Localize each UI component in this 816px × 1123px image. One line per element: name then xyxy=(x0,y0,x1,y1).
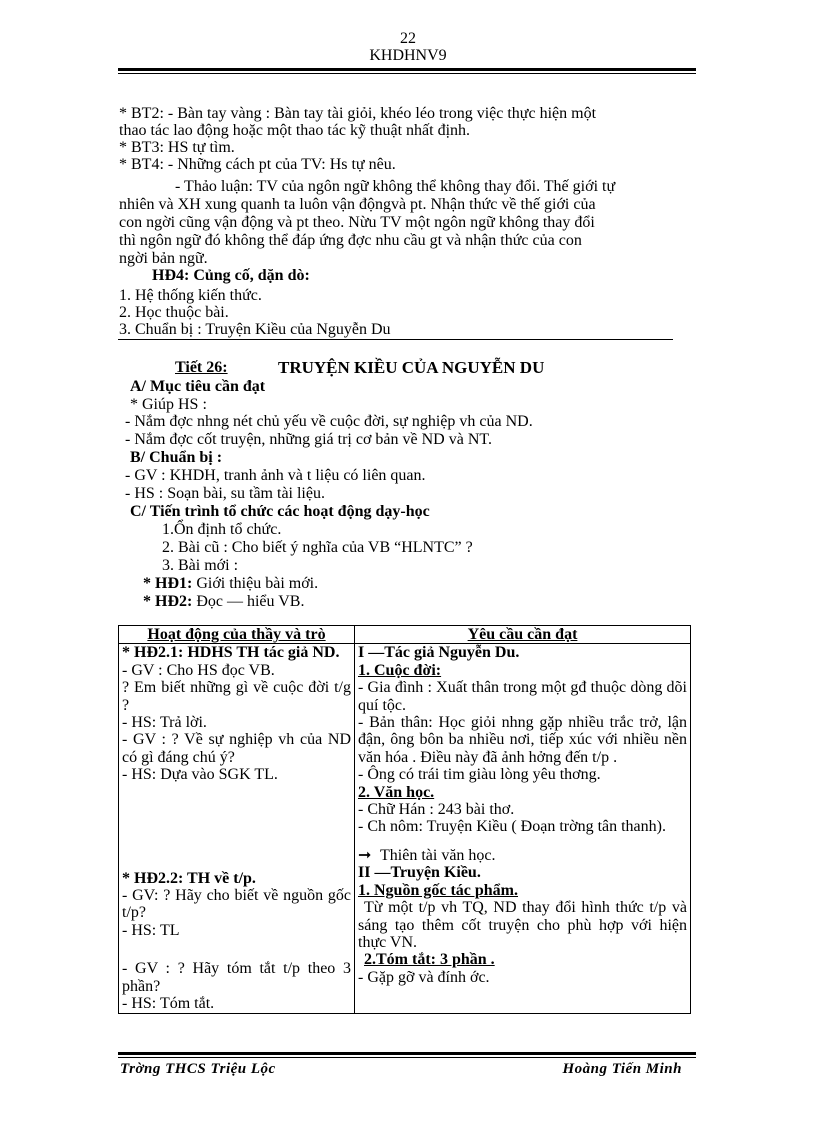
text-line: - Nắm đợc nhng nét chủ yếu về cuộc đời, sự nghiệp vh của ND. xyxy=(125,413,533,430)
text-line: - HS : Soạn bài, su tầm tài liệu. xyxy=(125,485,325,502)
section-a-title: A/ Mục tiêu cần đạt xyxy=(130,378,266,395)
hd1-label: * HĐ1: xyxy=(143,575,193,592)
text-line: * Giúp HS : xyxy=(130,396,207,413)
text-line: - Nắm đợc cốt truyện, những giá trị cơ bản về ND và NT. xyxy=(125,431,492,448)
activity-line: - HS: Trả lời. xyxy=(122,714,207,732)
table-header-row xyxy=(119,626,691,644)
hd2-text: Đọc — hiểu VB. xyxy=(192,593,305,610)
activity-line: - GV: ? Hãy cho biết về nguồn gốc t/p? xyxy=(122,887,351,922)
lesson-title: TRUYỆN KIỀU CỦA NGUYỄN DU xyxy=(278,358,545,377)
section-rule xyxy=(118,339,673,340)
text-line: 3. Bài mới : xyxy=(162,557,239,574)
requirement-line: - Gia đình : Xuất thân trong một gđ thuộc dòng dõi quí tộc. xyxy=(358,679,687,714)
activities-cell xyxy=(119,644,355,1013)
section-b-title: B/ Chuẩn bị : xyxy=(130,449,223,466)
hd2-line xyxy=(143,593,304,610)
text-line: 2. Bài cũ : Cho biết ý nghĩa của VB “HLNTC” ? xyxy=(162,539,473,556)
text-line: 1.Ổn định tổ chức. xyxy=(162,521,282,538)
doc-code: KHDHNV9 xyxy=(369,47,447,64)
text-line: * BT2: - Bàn tay vàng : Bàn tay tài giỏi, khéo léo trong việc thực hiện một xyxy=(119,105,597,122)
activity-line: - HS: Tóm tắt. xyxy=(122,995,215,1013)
activity-line: - GV : ? Về sự nghiệp vh của ND có gì đáng chú ý? xyxy=(122,731,351,766)
lesson-number: Tiết 26: xyxy=(175,359,228,376)
requirement-line: Từ một t/p vh TQ, ND thay đổi hình thức t/p và sáng tạo thêm cốt truyện cho phù hợp với hiện thực VN. xyxy=(358,899,687,951)
text-line: con ngời cũng vận động và pt theo. Nừu TV một ngôn ngữ không thay đổi xyxy=(119,214,595,231)
requirement-heading: II —Truyện Kiều. xyxy=(358,864,481,882)
hd1-line xyxy=(143,575,318,592)
hd2-label: * HĐ2: xyxy=(143,593,193,610)
activity-line: - GV : ? Hãy tóm tắt t/p theo 3 phần? xyxy=(122,960,351,995)
table-row xyxy=(119,644,691,1013)
page-number: 22 xyxy=(400,30,416,47)
header-rule-thick xyxy=(118,68,696,71)
requirement-line: - Chữ Hán : 243 bài thơ. xyxy=(358,801,515,819)
requirement-line: - Bản thân: Học giỏi nhng gặp nhiều trắc trở, lận đận, ông bôn ba nhiều nơi, tiếp xúc với nhiều nền văn hóa . Điều này đã ảnh hởng đến t/p . xyxy=(358,714,687,766)
hd1-text: Giới thiệu bài mới. xyxy=(192,575,319,592)
list-item: 3. Chuẩn bị : Truyện Kiều của Nguyễn Du xyxy=(119,321,391,338)
text-line: thao tác lao động hoặc một thao tác kỹ thuật nhất định. xyxy=(119,122,471,139)
hd22-title: * HĐ2.2: TH về t/p. xyxy=(122,869,256,887)
requirement-subheading: 1. Nguồn gốc tác phẩm. xyxy=(358,881,519,899)
footer-rule-thick xyxy=(118,1052,696,1055)
text-line: * BT3: HS tự tìm. xyxy=(119,139,235,156)
list-item: 1. Hệ thống kiến thức. xyxy=(119,287,262,304)
requirement-subheading: 1. Cuộc đời: xyxy=(358,661,442,679)
header-rule-thin xyxy=(118,73,696,74)
section-c-title: C/ Tiến trình tổ chức các hoạt động dạy-học xyxy=(130,503,430,520)
requirement-line: - Ch nôm: Truyện Kiều ( Đoạn trờng tân thanh). xyxy=(358,818,666,836)
requirement-line xyxy=(358,847,687,864)
activity-line: - HS: TL xyxy=(122,921,180,939)
requirement-subheading: 2.Tóm tắt: 3 phần . xyxy=(364,951,495,969)
text-line: ngời bản ngữ. xyxy=(119,250,208,267)
requirement-line: - Gặp gỡ và đính ớc. xyxy=(358,968,490,986)
text-line: - GV : KHDH, tranh ảnh và t liệu có liên quan. xyxy=(125,467,426,484)
requirements-cell xyxy=(355,644,691,1013)
requirement-subheading: 2. Văn học. xyxy=(358,783,435,801)
list-item: 2. Học thuộc bài. xyxy=(119,304,229,321)
hd4-title: HĐ4: Củng cố, dặn dò: xyxy=(152,267,310,284)
footer-school: Trờng THCS Triệu Lộc xyxy=(120,1061,276,1077)
requirement-heading: I —Tác giả Nguyễn Du. xyxy=(358,644,520,662)
header-cell-activities: Hoạt động của thầy và trò xyxy=(119,626,355,644)
activity-line: - HS: Dựa vào SGK TL. xyxy=(122,766,278,784)
lesson-table xyxy=(118,625,691,1014)
footer-rule-thin xyxy=(118,1057,696,1058)
footer-author: Hoàng Tiến Minh xyxy=(562,1061,682,1077)
arrow-right-icon: ➞ xyxy=(358,846,372,864)
text-line: nhiên và XH xung quanh ta luôn vận độngvà pt. Nhận thức về thế giới của xyxy=(119,196,596,213)
hd21-title: * HĐ2.1: HDHS TH tác giả ND. xyxy=(122,644,340,662)
activity-line: - GV : Cho HS đọc VB. xyxy=(122,661,275,679)
conclusion-text: Thiên tài văn học. xyxy=(380,846,496,864)
text-line: * BT4: - Những cách pt của TV: Hs tự nêu. xyxy=(119,156,396,173)
text-line: - Thảo luận: TV của ngôn ngữ không thể không thay đổi. Thế giới tự xyxy=(175,178,616,195)
header-cell-requirements: Yêu cầu cần đạt xyxy=(355,626,691,644)
text-line: thì ngôn ngữ đó không thể đáp ứng đợc nhu cầu gt và nhận thức của con xyxy=(119,232,582,249)
activity-line: ? Em biết những gì về cuộc đời t/g ? xyxy=(122,679,351,714)
requirement-line: - Ông có trái tim giàu lòng yêu thơng. xyxy=(358,766,601,784)
